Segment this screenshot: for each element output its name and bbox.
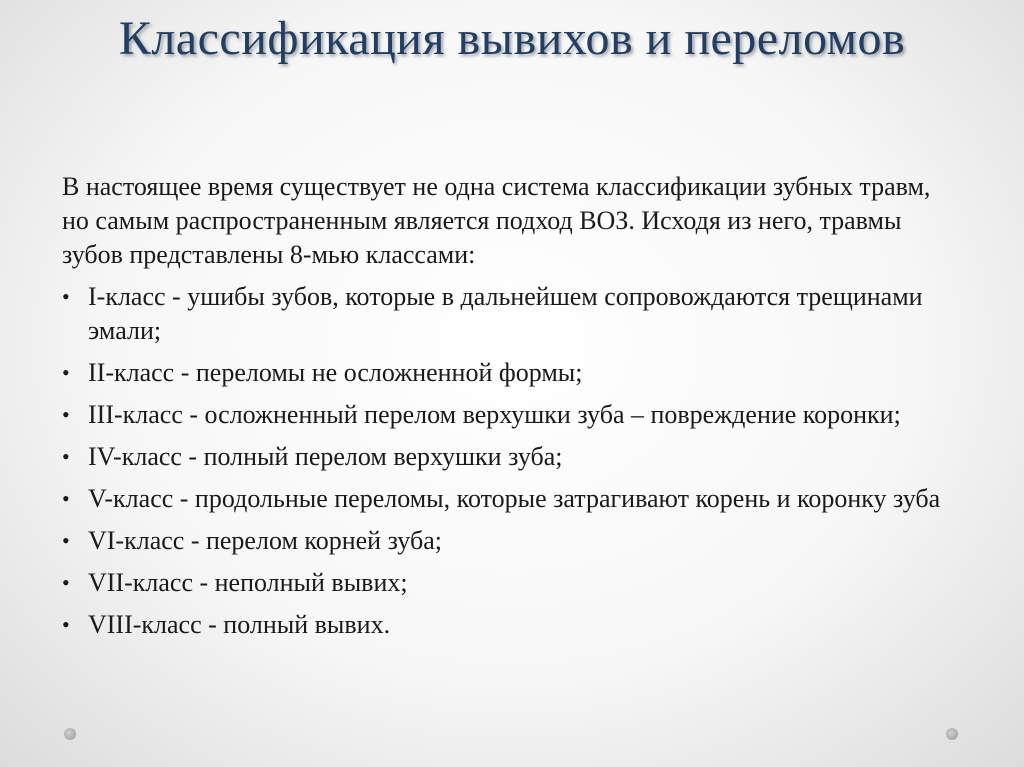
bullet-icon: • (62, 486, 70, 511)
slide-title: Классификация вывихов и переломов (118, 12, 906, 65)
list-item-text: VI-класс - перелом корней зуба; (88, 526, 442, 555)
bullet-icon: • (62, 528, 70, 553)
list-item (62, 440, 962, 474)
list-item-text: I-класс - ушибы зубов, которые в дальнейшем сопровождаются трещинами эмали; (88, 282, 923, 345)
classification-list (62, 280, 962, 642)
bullet-icon: • (62, 360, 70, 385)
list-item (62, 280, 962, 348)
corner-dot-right-icon (946, 728, 958, 740)
list-item-text: VII-класс - неполный вывих; (88, 568, 408, 597)
slide-body (62, 170, 962, 650)
list-item-text: IV-класс - полный перелом верхушки зуба; (88, 442, 563, 471)
list-item (62, 608, 962, 642)
bullet-icon: • (62, 284, 70, 309)
list-item-text: VIII-класс - полный вывих. (88, 610, 391, 639)
list-item-text: III-класс - осложненный перелом верхушки зуба – повреждение коронки; (88, 400, 901, 429)
corner-dot-left-icon (64, 728, 76, 740)
list-item (62, 482, 962, 516)
bullet-icon: • (62, 612, 70, 637)
list-item (62, 356, 962, 390)
bullet-icon: • (62, 402, 70, 427)
list-item (62, 566, 962, 600)
bullet-icon: • (62, 570, 70, 595)
list-item (62, 524, 962, 558)
list-item-text: II-класс - переломы не осложненной формы; (88, 358, 583, 387)
list-item (62, 398, 962, 432)
bullet-icon: • (62, 444, 70, 469)
intro-paragraph: В настоящее время существует не одна система классификации зубных травм, но самым распространенным является подход ВОЗ. Исходя из него, травмы зубов представлены 8-мью классами: (62, 172, 931, 269)
list-item-text: V-класс - продольные переломы, которые затрагивают корень и коронку зуба (88, 484, 941, 513)
